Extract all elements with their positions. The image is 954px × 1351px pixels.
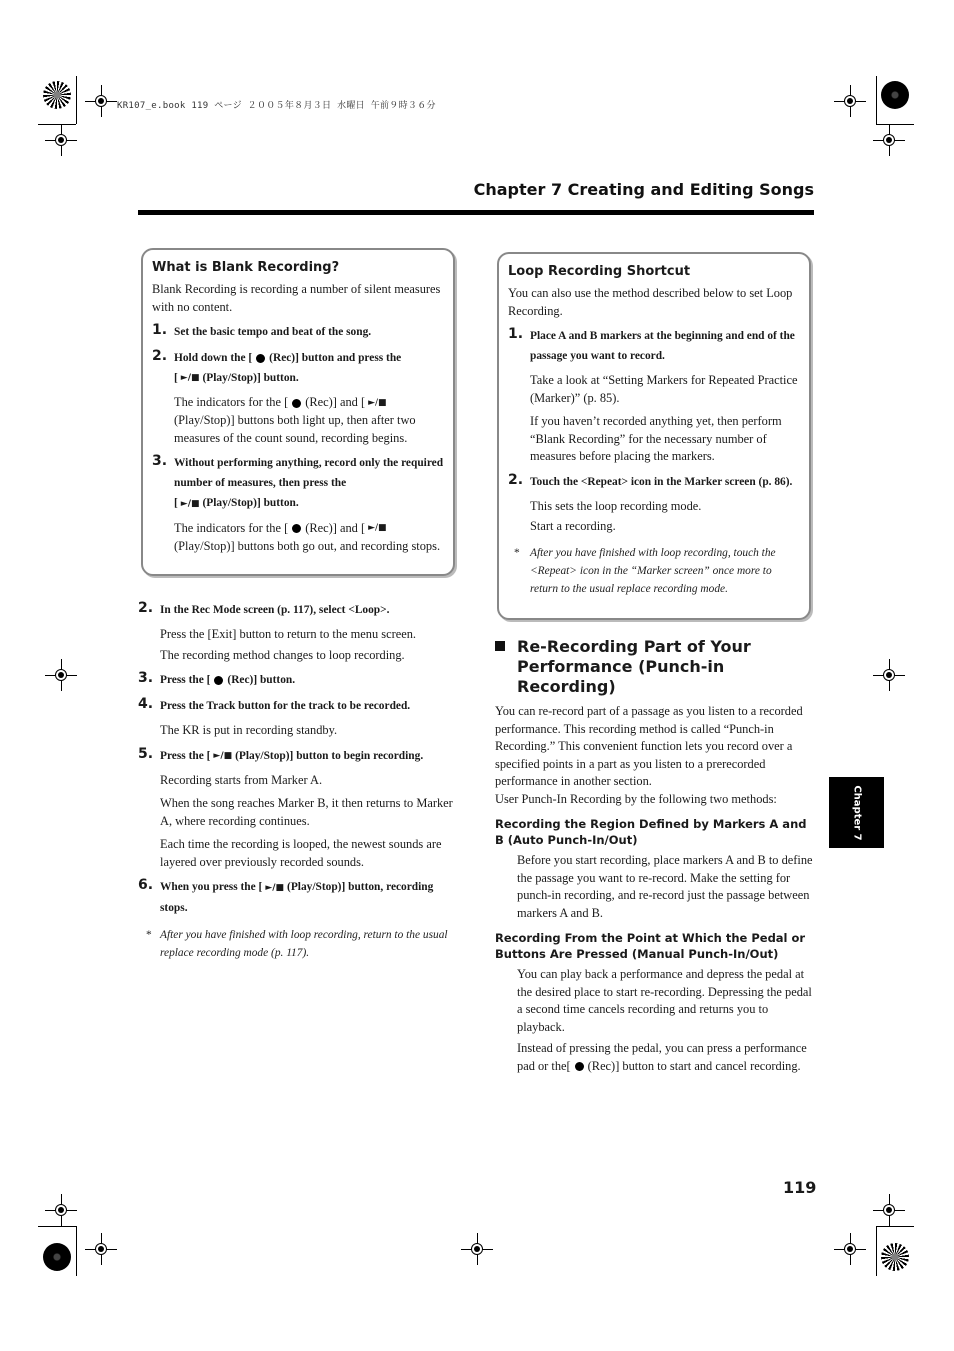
step-text: Press the Track button for the track to be recorded. — [160, 700, 411, 712]
crop-line — [876, 1226, 914, 1227]
auto-punch-body: Before you start recording, place markers A and B to define the passage you want to re-record. Make the setting for punch-in recording, and re-record just the passage between markers A and B. — [517, 853, 813, 920]
registration-target-bottom-right — [881, 1243, 909, 1271]
body-text: The indicators for the [ — [174, 520, 289, 535]
blank-recording-box — [141, 248, 455, 576]
note-asterisk: * — [146, 928, 152, 941]
chapter-title: Chapter 7 Creating and Editing Songs — [473, 180, 814, 199]
blank-step-2-body — [152, 394, 444, 447]
play-stop-icon: ►/■ — [368, 523, 387, 534]
step-text: (Rec)] button. — [227, 674, 296, 686]
crosshair-mark — [873, 124, 905, 156]
rec-icon — [214, 676, 223, 685]
punch-in-body: You can re-record part of a passage as you listen to a recorded performance. This recording method is called “Punch-in Recording.” This convenient function lets you record over a specified points in a part as you listen to a prerecorded performance in another section. — [495, 704, 803, 788]
left-step-6 — [138, 877, 458, 917]
chapter-side-tab — [829, 777, 884, 848]
body-text: (Rec)] button to start and cancel recording. — [587, 1058, 801, 1073]
loop-shortcut-title: Loop Recording Shortcut — [508, 264, 691, 279]
step-number: 5. — [138, 745, 154, 762]
body-text: The indicators for the [ — [174, 395, 289, 410]
registration-target-bottom-left — [43, 1243, 71, 1271]
step-text: (Play/Stop)] button to begin recording. — [235, 749, 424, 762]
crosshair-mark — [873, 659, 905, 691]
step-number: 4. — [138, 696, 154, 712]
step-text: Place A and B markers at the beginning and end of the passage you want to record. — [530, 330, 795, 362]
rec-icon — [292, 524, 301, 533]
crosshair-mark — [45, 659, 77, 691]
left-step-4 — [138, 696, 458, 716]
left-step-2 — [138, 600, 458, 620]
header-rule — [138, 210, 814, 215]
body-text: (Rec)] and [ — [305, 520, 366, 535]
manual-punch-body-2 — [495, 1040, 813, 1075]
page-number: 119 — [783, 1178, 817, 1197]
punch-in-body-2: User Punch-In Recording by the following two methods: — [495, 791, 777, 806]
step-number: 1. — [152, 322, 168, 338]
blank-recording-intro: Blank Recording is recording a number of silent measures with no content. — [152, 282, 441, 314]
punch-in-heading — [495, 637, 813, 697]
loop-step-2-body-2: Start a recording. — [530, 519, 616, 533]
crosshair-mark — [873, 1194, 905, 1226]
rec-icon — [292, 399, 301, 408]
loop-step-2 — [508, 472, 800, 492]
print-header-line: KR107_e.book 119 ページ ２００５年８月３日 水曜日 午前９時３６分 — [117, 101, 436, 111]
crosshair-mark — [45, 1194, 77, 1226]
loop-shortcut-intro: You can also use the method described below to set Loop Recording. — [508, 286, 793, 318]
step-number: 6. — [138, 877, 154, 894]
note-text: After you have finished with loop recording, return to the usual replace recording mode (p. 117). — [160, 928, 448, 959]
crop-line — [38, 124, 76, 125]
crosshair-mark — [85, 1233, 117, 1265]
step-number: 2. — [152, 348, 168, 364]
registration-target-top-left — [43, 81, 71, 109]
punch-in-section — [495, 637, 813, 1075]
play-stop-icon: ►/■ — [213, 750, 233, 761]
crop-line — [876, 1226, 877, 1276]
heading-text: Re-Recording Part of Your Performance (Punch-in Recording) — [517, 637, 751, 696]
note-asterisk: * — [514, 546, 520, 559]
step-text: In the Rec Mode screen (p. 117), select <Loop>. — [160, 604, 390, 616]
step-text: (Play/Stop)] button. — [202, 497, 299, 510]
crosshair-mark — [834, 1233, 866, 1265]
step-text: Touch the <Repeat> icon in the Marker screen (p. 86). — [530, 475, 793, 488]
left-step-3 — [138, 670, 458, 690]
left-step-5-body-1: Recording starts from Marker A. — [160, 772, 323, 787]
step-text: Press the [ — [160, 749, 211, 762]
step-text: When you press the [ — [160, 881, 263, 894]
body-text: (Play/Stop)] buttons both go out, and recording stops. — [174, 538, 441, 553]
blank-step-2 — [152, 348, 444, 388]
crop-line — [76, 1226, 77, 1276]
step-number: 3. — [152, 453, 168, 470]
crop-line — [876, 124, 914, 125]
step-number: 2. — [138, 600, 154, 616]
crop-line — [38, 1226, 76, 1227]
step-number: 2. — [508, 471, 524, 488]
loop-step-1 — [508, 326, 800, 366]
play-stop-icon: ►/■ — [180, 373, 200, 384]
manual-punch-body-1: You can play back a performance and depress the pedal at the desired place to start re-recording. Depressing the pedal a second time cancels recording and returns you to playback. — [517, 967, 812, 1034]
blank-step-3-body — [152, 520, 444, 555]
play-stop-icon: ►/■ — [180, 498, 200, 509]
step-text: (Rec)] button and press the — [269, 352, 402, 364]
step-text: (Play/Stop)] button. — [202, 372, 299, 384]
auto-punch-heading: Recording the Region Defined by Markers A and B (Auto Punch-In/Out) — [495, 817, 807, 847]
chapter-side-tab-label: Chapter 7 — [851, 784, 862, 841]
blank-step-3 — [152, 453, 444, 513]
loop-step-1-body-1: Take a look at “Setting Markers for Repeated Practice (Marker)” (p. 85). — [530, 373, 798, 405]
crosshair-mark — [45, 124, 77, 156]
manual-punch-heading: Recording From the Point at Which the Pedal or Buttons Are Pressed (Manual Punch-In/Out) — [495, 931, 806, 961]
left-step-5-body-2: When the song reaches Marker B, it then returns to Marker A, where recording continues. — [160, 796, 453, 828]
loop-step-2-body-1: This sets the loop recording mode. — [530, 498, 702, 513]
crop-line — [876, 76, 877, 124]
step-text: Hold down the [ — [174, 352, 253, 364]
loop-step-1-body-2: If you haven’t recorded anything yet, then perform “Blank Recording” for the necessary number of measures before placing the markers. — [530, 414, 782, 463]
crosshair-mark — [834, 85, 866, 117]
step-number: 1. — [508, 326, 524, 342]
step-text: Set the basic tempo and beat of the song. — [174, 326, 372, 338]
rec-icon — [256, 354, 265, 363]
blank-step-1 — [152, 322, 444, 342]
left-step-5-body-3: Each time the recording is looped, the newest sounds are layered over previously recorded sounds. — [160, 837, 442, 869]
body-text: (Rec)] and [ — [305, 395, 366, 410]
left-steps — [138, 594, 458, 962]
step-text: (Play/Stop)] button, recording stops. — [160, 881, 434, 914]
blank-recording-title: What is Blank Recording? — [152, 260, 340, 275]
crosshair-mark — [85, 85, 117, 117]
play-stop-icon: ►/■ — [368, 397, 387, 408]
step-text: Press the [ — [160, 674, 211, 686]
step-text: Without performing anything, record only the required number of measures, then press the — [174, 457, 444, 490]
left-step-2-body-2: The recording method changes to loop recording. — [160, 647, 405, 662]
play-stop-icon: ►/■ — [265, 882, 285, 893]
left-step-5 — [138, 746, 458, 766]
body-text: Instead of pressing the pedal, you can press a performance pad or the[ — [517, 1041, 807, 1073]
step-number: 3. — [138, 670, 154, 686]
body-text: (Play/Stop)] buttons both light up, then after two measures of the count sound, recording begins. — [174, 413, 416, 445]
left-step-2-body-1: Press the [Exit] button to return to the menu screen. — [160, 627, 417, 641]
crop-line — [76, 76, 77, 124]
crosshair-mark — [461, 1233, 493, 1265]
loop-note — [514, 544, 800, 598]
registration-target-top-right — [881, 81, 909, 109]
step-text: [ — [174, 372, 178, 384]
left-step-4-body: The KR is put in recording standby. — [160, 723, 338, 737]
left-note — [146, 926, 458, 962]
note-text: After you have finished with loop recording, touch the <Repeat> icon in the “Marker screen” once more to return to the usual replace recording mode. — [530, 546, 776, 595]
rec-icon — [575, 1062, 584, 1071]
square-bullet-icon — [495, 641, 505, 651]
step-text: [ — [174, 497, 178, 510]
loop-shortcut-box — [497, 252, 811, 620]
